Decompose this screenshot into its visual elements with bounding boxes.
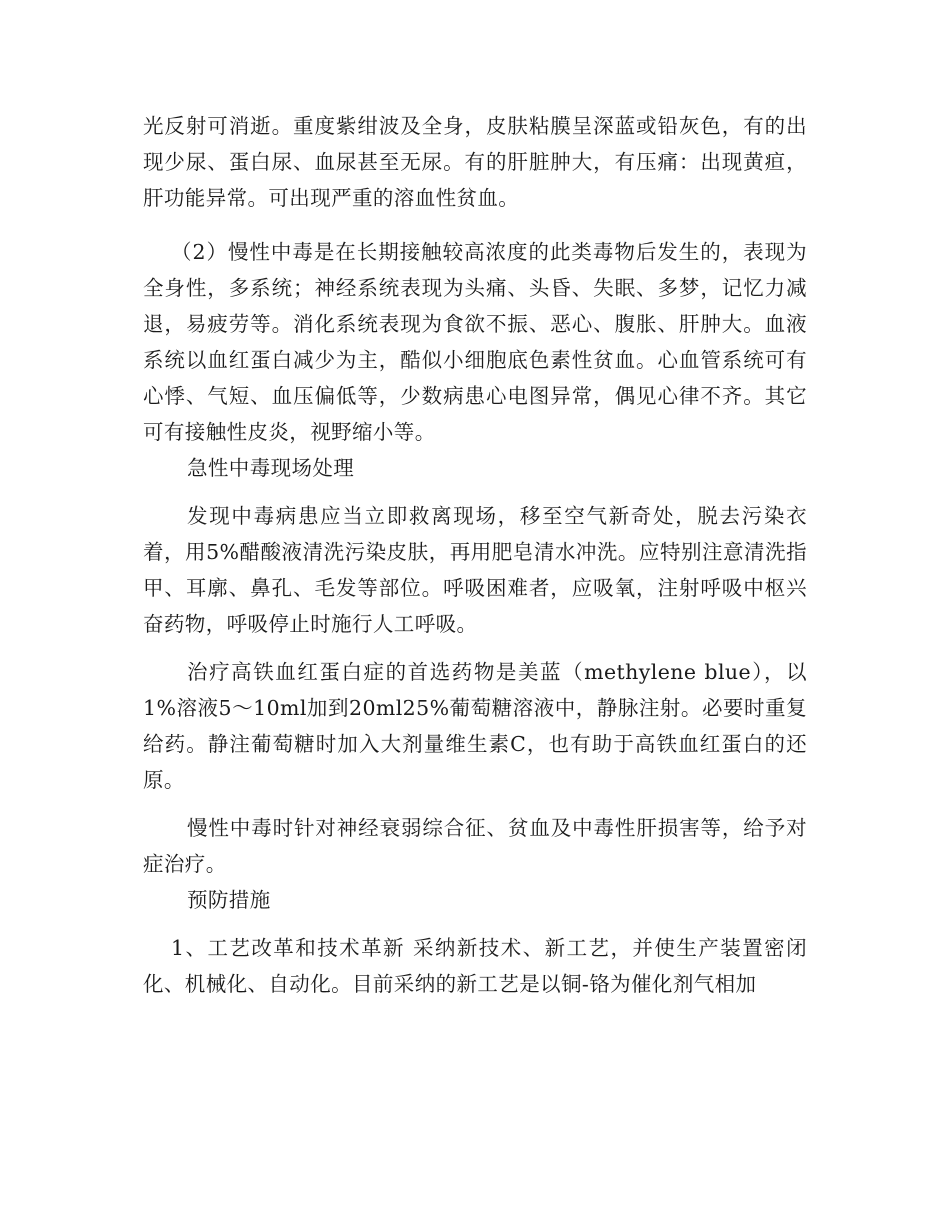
paragraph-on-site-rescue: 发现中毒病患应当立即救离现场，移至空气新奇处，脱去污染衣着，用5%醋酸液清洗污染皮肤，再用肥皂清水冲洗。应特别注意清洗指甲、耳廓、鼻孔、毛发等部位。呼吸困难者，应吸氧，注射呼吸中枢兴奋药物，呼吸停止时施行人工呼吸。 bbox=[143, 504, 807, 636]
section-heading-acute-treatment: 急性中毒现场处理 bbox=[187, 456, 355, 480]
paragraph-chronic-poisoning: （2）慢性中毒是在长期接触较高浓度的此类毒物后发生的，表现为全身性，多系统；神经系统表现为头痛、头昏、失眠、多梦，记忆力减退，易疲劳等。消化系统表现为食欲不振、恶心、腹胀、肝肿大。血液系统以血红蛋白减少为主，酷似小细胞底色素性贫血。心血管系统可有心悸、气短、血压偏低等，少数病患心电图异常，偶见心律不齐。其它可有接触性皮炎，视野缩小等。 bbox=[143, 240, 807, 444]
section-heading-prevention: 预防措施 bbox=[187, 888, 271, 912]
paragraph-process-reform: 1、工艺改革和技术革新 采纳新技术、新工艺，并使生产装置密闭化、机械化、自动化。目前采纳的新工艺是以铜-铬为催化剂气相加 bbox=[143, 936, 807, 996]
document-body bbox=[143, 108, 807, 1002]
paragraph-chronic-treatment: 慢性中毒时针对神经衰弱综合征、贫血及中毒性肝损害等，给予对症治疗。 bbox=[143, 816, 807, 876]
paragraph-symptoms-severe: 光反射可消逝。重度紫绀波及全身，皮肤粘膜呈深蓝或铅灰色，有的出现少尿、蛋白尿、血尿甚至无尿。有的肝脏肿大，有压痛：出现黄疸，肝功能异常。可出现严重的溶血性贫血。 bbox=[143, 114, 807, 210]
paragraph-methylene-blue-treatment: 治疗高铁血红蛋白症的首选药物是美蓝（methylene blue），以1%溶液5～10ml加到20ml25%葡萄糖溶液中，静脉注射。必要时重复给药。静注葡萄糖时加入大剂量维生素C，也有助于高铁血红蛋白的还原。 bbox=[143, 660, 807, 792]
